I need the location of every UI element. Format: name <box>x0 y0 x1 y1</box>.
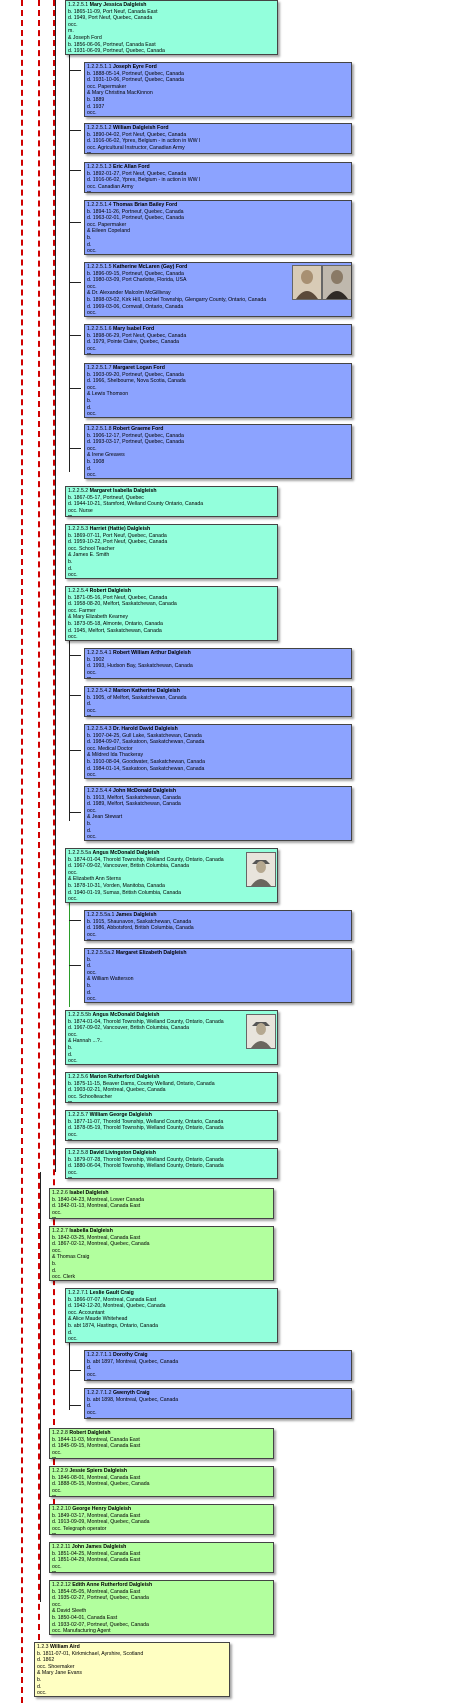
person-title: 1.2.2.5.3 Harriet (Hattie) Dalgleish <box>68 526 151 532</box>
person-line: b. abt 1898, Montreal, Quebec, Canada <box>87 1396 179 1403</box>
person-line: occ. Schoolteacher <box>68 1093 113 1100</box>
person-line: b. 1854-05-05, Montreal, Canada East <box>52 1588 141 1595</box>
person-line <box>87 714 349 717</box>
person-line: occ. Medical Doctor <box>87 745 133 752</box>
person-line: occ. School Teacher <box>68 545 115 552</box>
person-line: occ. <box>87 1409 97 1416</box>
person-line: occ. <box>68 1336 78 1343</box>
person-line: occ. Shoemaker <box>37 1663 75 1670</box>
connector-tick <box>69 695 81 696</box>
person-line: occ. Accountant <box>68 1309 105 1316</box>
person-line: & Elizabeth Ann Sterns <box>68 876 122 883</box>
person-line: b. 1910-08-04, Goodwater, Saskatchewan, Canada <box>87 758 205 765</box>
person-line: d. <box>87 1365 92 1372</box>
person-line: b. 1898-03-02, Kirk Hill, Lochiel Township, Glengarry County, Ontario, Canada <box>87 296 267 303</box>
person-line: & Joseph Ford <box>68 34 102 41</box>
person-line: occ. <box>52 1449 62 1456</box>
person-line: b. 1851-04-25, Montreal, Canada East <box>52 1550 141 1557</box>
person-title: 1.2.2.5.5a Angus McDonald Dalgleish <box>68 850 160 856</box>
connector-tick <box>69 448 81 449</box>
person-line: occ. <box>87 110 97 117</box>
person-line: d. 1851-04-29, Montreal, Canada East <box>52 1557 141 1564</box>
person-line: b. abt 1897, Montreal, Quebec, Canada <box>87 1358 179 1365</box>
person-card[interactable] <box>84 123 352 154</box>
person-card[interactable] <box>49 1542 274 1573</box>
person-line: d. 1916-06-02, Ypres, Belgium - in action in WW I <box>87 138 201 145</box>
person-line: b. 1890-04-02, Port Neuf, Quebec, Canada <box>87 131 187 138</box>
person-line <box>68 1176 275 1179</box>
person-line: b. 1903-09-20, Portneuf, Quebec, Canada <box>87 371 184 378</box>
person-line: b. 1867-05-17, Portneuf, Quebec <box>68 494 144 501</box>
person-line: d. 1933-02-07, Portneuf, Quebec, Canada <box>52 1621 149 1628</box>
person-line: occ. Farmer <box>68 607 96 614</box>
person-card[interactable] <box>65 1148 278 1179</box>
person-card[interactable] <box>49 1466 274 1497</box>
person-line: d. 1945, Melfort, Saskatchewan, Canada <box>68 627 162 634</box>
person-line: occ. <box>87 345 97 352</box>
connector-tick <box>69 282 81 283</box>
person-line: b. 1907-04-25, Gull Lake, Saskatchewan, Canada <box>87 732 202 739</box>
person-line: b. 1906-12-17, Portneuf, Quebec, Canada <box>87 432 184 439</box>
person-line: d. <box>37 1683 42 1690</box>
person-line: b. 1889 <box>87 96 105 103</box>
person-line: d. 1967-09-02, Vancouver, British Columbia, Canada <box>68 1025 190 1032</box>
person-line: d. 1842-01-13, Montreal, Canada East <box>52 1203 141 1210</box>
connector-tick <box>69 812 81 813</box>
person-line: b. 1842-03-25, Montreal, Canada East <box>52 1234 141 1241</box>
person-line: & Irene Greaves <box>87 452 125 459</box>
person-line: b. 1915, Shaunavon, Saskatchewan, Canada <box>87 918 192 925</box>
person-line: b. <box>87 982 92 989</box>
person-line: b. 1844-11-03, Montreal, Canada East <box>52 1436 140 1443</box>
person-line: d. 1969-03-06, Cornwall, Ontario, Canada <box>87 303 184 310</box>
person-line: occ. <box>68 1058 78 1065</box>
person-title: 1.2.2.5.4.3 Dr. Harold David Dalgleish <box>87 726 178 732</box>
person-line: occ. <box>68 1169 78 1176</box>
person-card[interactable] <box>65 1072 278 1103</box>
person-line: occ. <box>87 707 97 714</box>
person-title: 1.2.2.11 John James Dalgleish <box>52 1544 127 1550</box>
person-line: occ. Canadian Army <box>87 183 134 190</box>
person-title: 1.2.2.5.1.2 William Dalgleish Ford <box>87 125 169 131</box>
person-card[interactable] <box>49 1504 274 1535</box>
person-line: occ. <box>37 1690 47 1697</box>
person-line: d. 1867-02-12, Montreal, Quebec, Canada <box>52 1241 150 1248</box>
person-card[interactable] <box>84 363 352 418</box>
person-line: d. <box>87 241 92 248</box>
person-card[interactable] <box>49 1428 274 1459</box>
person-title: 1.2.2.7.1.2 Gwenyth Craig <box>87 1390 150 1396</box>
person-line: occ. <box>68 1031 78 1038</box>
person-line: d. 1993, Hudson Bay, Saskatchewan, Canada <box>87 663 193 670</box>
person-line <box>87 1378 349 1381</box>
person-line: b. 1874-01-04, Thorold Township, Welland County, Ontario, Canada <box>68 856 224 863</box>
person-line: d. 1888-05-15, Montreal, Quebec, Canada <box>52 1481 150 1488</box>
person-line: b. 1892-01-27, Port Neuf, Quebec, Canada <box>87 170 187 177</box>
person-title: 1.2.2.5.6 Marion Rutherford Dalgleish <box>68 1074 160 1080</box>
person-line: b. 1866-07-07, Montreal, Canada East <box>68 1296 157 1303</box>
person-line: & Thomas Craig <box>52 1254 90 1261</box>
person-title: 1.2.2.5.1.3 Eric Allan Ford <box>87 164 150 170</box>
person-line: d. <box>87 963 92 970</box>
person-line: & Mary Christina MacKinnon <box>87 90 153 97</box>
person-line: occ. <box>87 996 97 1003</box>
person-line: b. 1869-07-11, Port Neuf, Quebec, Canada <box>68 532 167 539</box>
person-line: d. 1878-05-19, Thorold Township, Welland County, Ontario, Canada <box>68 1125 224 1132</box>
person-line: d. 1944-10-21, Stamford, Welland County Ontario, Canada <box>68 501 204 508</box>
person-line: b. 1888-05-14, Portneuf, Quebec, Canada <box>87 70 184 77</box>
person-card[interactable] <box>34 1642 230 1697</box>
person-line: occ. <box>87 445 97 452</box>
person-title: 1.2.2.6 Isabel Dalgleish <box>52 1190 109 1196</box>
person-line: occ. Telegraph operator <box>52 1525 107 1532</box>
person-title: 1.2.2.10 George Henry Dalgleish <box>52 1506 132 1512</box>
person-line: occ. <box>87 384 97 391</box>
person-line: b. <box>68 558 73 565</box>
connector-tick <box>69 655 81 656</box>
person-line: b. 1856-06-06, Portneuf, Canada East <box>68 41 156 48</box>
person-line: b. <box>87 820 92 827</box>
connector-tick <box>69 920 81 921</box>
person-line: b. 1811-07-01, Kirkmichael, Ayrshire, Scotland <box>37 1650 144 1657</box>
person-title: 1.2.2.5.1 Mary Jessica Dalgleish <box>68 2 147 8</box>
person-line <box>87 190 349 193</box>
person-line: occ. Nurse <box>68 507 93 514</box>
connector-tick <box>69 965 81 966</box>
person-line <box>68 514 275 517</box>
person-title: 1.2.2.5.2 Margaret Isabella Dalgleish <box>68 488 157 494</box>
person-line: b. 1873-05-18, Almonte, Ontario, Canada <box>68 620 163 627</box>
person-line: b. <box>87 234 92 241</box>
person-line: b. <box>37 1676 42 1683</box>
connector-tick <box>69 750 81 751</box>
person-card[interactable] <box>65 586 278 641</box>
person-title: 1.2.2.5.4.4 John McDonald Dalgleish <box>87 788 177 794</box>
person-line: b. <box>87 397 92 404</box>
person-line <box>87 352 349 355</box>
person-line: d. 1949, Port Neuf, Quebec, Canada <box>68 15 153 22</box>
person-line: occ. <box>52 1563 62 1570</box>
person-line: & Lewis Thomson <box>87 391 129 398</box>
person-line: d. 1966, Shelbourne, Nova Scotia, Canada <box>87 378 186 385</box>
person-line: b. 1902 <box>87 656 105 663</box>
person-card[interactable] <box>84 62 352 117</box>
person-line: d. 1958-08-20, Melfort, Saskatchewan, Canada <box>68 601 177 608</box>
person-line: occ. <box>68 634 78 641</box>
person-line: occ. <box>68 21 78 28</box>
person-line: d. 1986, Abbotsford, British Columbia, Canada <box>87 925 194 932</box>
person-line: occ. <box>52 1487 62 1494</box>
person-line: d. 1959-10-22, Port Neuf, Quebec, Canada <box>68 539 168 546</box>
connector-tick <box>69 388 81 389</box>
person-line: b. 1905, of Melfort, Saskatchewan, Canada <box>87 694 187 701</box>
person-line: occ. <box>87 834 97 841</box>
person-line: d. <box>52 1267 57 1274</box>
person-line: occ. <box>68 1131 78 1138</box>
person-line: & William Watterson <box>87 976 134 983</box>
person-card[interactable] <box>65 486 278 517</box>
person-title: 1.2.2.5.1.8 Robert Graeme Ford <box>87 426 164 432</box>
portrait-photo <box>246 1014 276 1049</box>
person-line: d. 1979, Pointe Claire, Quebec, Canada <box>87 339 179 346</box>
person-line <box>87 151 349 154</box>
person-line: d. <box>87 1403 92 1410</box>
person-title: 1.2.2.5.4 Robert Dalgleish <box>68 588 131 594</box>
person-title: 1.2.2.5.5a.1 James Dalgleish <box>87 912 157 918</box>
person-title: 1.2.2.5.1.7 Margaret Logan Ford <box>87 365 165 371</box>
person-line: d. 1963-02-01, Portneuf, Quebec, Canada <box>87 215 184 222</box>
person-line: d. <box>87 989 92 996</box>
person-title: 1.2.2.5.8 David Livingston Dalgleish <box>68 1150 156 1156</box>
person-line: d. 1989, Melfort, Saskatchewan, Canada <box>87 801 181 808</box>
person-line: d. 1984-09-07, Saskatoon, Saskatchewan, Canada <box>87 739 205 746</box>
person-title: 1.2.2.7.1 Leslie Gault Craig <box>68 1290 134 1296</box>
connector-line <box>69 612 70 821</box>
person-line: b. 1894-11-26, Portneuf, Quebec, Canada <box>87 208 184 215</box>
person-card[interactable] <box>84 1350 352 1381</box>
person-line: occ. <box>87 1371 97 1378</box>
person-line <box>87 938 349 941</box>
person-line: b. 1874-01-04, Thorold Township, Welland County, Ontario, Canada <box>68 1018 224 1025</box>
person-line: d. <box>68 1051 73 1058</box>
person-line: d. 1931-06-09, Portneuf, Quebec, Canada <box>68 48 165 55</box>
person-card[interactable] <box>65 848 278 903</box>
person-line: & David Sleeth <box>52 1608 87 1615</box>
person-line: d. <box>87 827 92 834</box>
person-card[interactable] <box>49 1188 274 1219</box>
person-title: 1.2.2.5.1.1 Joseph Eyre Ford <box>87 64 157 70</box>
connector-tick <box>69 1405 81 1406</box>
person-title: 1.2.3 William Aird <box>37 1644 80 1650</box>
person-card[interactable] <box>84 324 352 355</box>
person-card[interactable] <box>84 724 352 779</box>
person-line: d. 1937 <box>87 103 105 110</box>
person-line: b. <box>52 1260 57 1267</box>
connector-tick <box>69 130 81 131</box>
person-line: & Mary Jane Evans <box>37 1670 82 1677</box>
person-card[interactable] <box>84 786 352 841</box>
portrait-photo <box>322 265 352 300</box>
person-line: occ. <box>87 931 97 938</box>
person-line: occ. <box>68 572 78 579</box>
person-line: b. abt 1874, Hastings, Ontario, Canada <box>68 1322 158 1329</box>
person-line <box>52 1532 271 1535</box>
person-card[interactable] <box>84 1388 352 1419</box>
person-line <box>87 1416 349 1419</box>
ancestor-line-1 <box>21 0 23 1703</box>
connector-tick <box>69 335 81 336</box>
person-line: occ. <box>87 310 97 317</box>
person-line: & Hannah ...?.. <box>68 1038 103 1045</box>
person-line: occ. <box>52 1601 62 1608</box>
person-line: occ. <box>87 411 97 418</box>
person-line: b. 1896-09-15, Portneuf, Quebec, Canada <box>87 270 184 277</box>
person-card[interactable] <box>65 1110 278 1141</box>
person-card[interactable] <box>84 200 352 255</box>
person-line: d. 1903-02-21, Montreal, Quebec, Canada <box>68 1087 166 1094</box>
person-line: & Alice Maude Whitehead <box>68 1316 128 1323</box>
person-line: occ. <box>52 1247 62 1254</box>
person-line: occ. Manufacturing Agent <box>52 1628 111 1635</box>
person-line: occ. <box>87 248 97 255</box>
person-line: d. 1942-12-20, Montreal, Quebec, Canada <box>68 1303 166 1310</box>
person-line: d. 1931-10-06, Portneuf, Quebec, Canada <box>87 77 184 84</box>
person-line <box>87 676 349 679</box>
person-line: b. 1875-11-15, Beaver Dams, County Welland, Ontario, Canada <box>68 1080 215 1087</box>
person-line: occ. <box>52 1209 62 1216</box>
person-line: occ. <box>87 772 97 779</box>
person-line: d. <box>68 1329 73 1336</box>
person-line: occ. <box>87 969 97 976</box>
person-line: b. 1877-11-07, Thorold Township, Welland County, Ontario, Canada <box>68 1118 224 1125</box>
person-line: occ. Papermaker <box>87 83 127 90</box>
person-card[interactable] <box>84 262 352 317</box>
connector-tick <box>69 70 81 71</box>
person-card[interactable] <box>84 948 352 1003</box>
person-line: b. 1878-10-31, Vorden, Manitoba, Canada <box>68 882 165 889</box>
person-line: occ. Agricultural Instructor, Canadian Army <box>87 144 185 151</box>
person-card[interactable] <box>65 524 278 579</box>
person-line: occ. <box>87 669 97 676</box>
person-title: 1.2.2.5.4.1 Robert William Arthur Dalgleish <box>87 650 191 656</box>
person-line: occ. <box>87 283 97 290</box>
person-line <box>52 1456 271 1459</box>
connector-line <box>55 0 56 1172</box>
person-card[interactable] <box>65 1010 278 1065</box>
portrait-photo <box>292 265 322 300</box>
person-line: d. <box>87 701 92 708</box>
connector-tick <box>69 222 81 223</box>
person-line: occ. <box>87 472 97 479</box>
person-line <box>52 1570 271 1573</box>
person-line: b. 1846-08-01, Montreal, Canada East <box>52 1474 141 1481</box>
person-line: d. <box>87 465 92 472</box>
person-line <box>68 1138 275 1141</box>
connector-line <box>69 25 70 472</box>
person-line <box>52 1216 271 1219</box>
person-title: 1.2.2.12 Edith Anne Rutherford Dalgleish <box>52 1582 153 1588</box>
person-line: m. <box>68 28 74 35</box>
person-line: & Dr. Alexander Malcolm McGillivray <box>87 290 171 297</box>
person-line: d. 1984-01-14, Saskatoon, Saskatchewan, Canada <box>87 765 205 772</box>
person-line: b. 1871-05-16, Port Neuf, Quebec, Canada <box>68 594 168 601</box>
person-line: d. 1993-03-17, Portneuf, Quebec, Canada <box>87 439 184 446</box>
person-card[interactable] <box>84 686 352 717</box>
person-card[interactable] <box>84 162 352 193</box>
person-line: b. 1908 <box>87 458 105 465</box>
person-title: 1.2.2.5.1.5 Katherine McLaren (Gay) Ford <box>87 264 188 270</box>
person-line: occ. <box>87 807 97 814</box>
person-card[interactable] <box>65 1288 278 1343</box>
person-line: b. 1840-04-23, Montreal, Lower Canada <box>52 1196 144 1203</box>
person-line: d. 1916-06-02, Ypres, Belgium - in action in WW I <box>87 177 201 184</box>
connector-tick <box>69 1370 81 1371</box>
person-title: 1.2.2.5.5a.2 Margaret Elizabeth Dalgleish <box>87 950 187 956</box>
person-line: d. 1940-01-19, Sumas, British Columbia, Canada <box>68 889 182 896</box>
person-line: d. 1935-02-27, Portneuf, Quebec, Canada <box>52 1595 149 1602</box>
person-line: b. <box>68 1044 73 1051</box>
person-line: b. 1865-11-09, Port Neuf, Canada East <box>68 8 158 15</box>
person-line: b. 1850-04-01, Canada East <box>52 1614 118 1621</box>
person-line: occ. Clerk <box>52 1274 76 1281</box>
person-line: occ. Papermaker <box>87 221 127 228</box>
person-title: 1.2.2.7 Isabella Dalgleish <box>52 1228 113 1234</box>
person-line: & James E. Smith <box>68 552 110 559</box>
person-line: d. 1862 <box>37 1657 55 1664</box>
person-line: d. 1913-09-09, Montreal, Quebec, Canada <box>52 1519 150 1526</box>
person-card[interactable] <box>49 1580 274 1635</box>
person-title: 1.2.2.5.7 William George Dalgleish <box>68 1112 152 1118</box>
person-line: d. <box>68 565 73 572</box>
person-line: d. <box>87 404 92 411</box>
person-line: b. <box>87 956 92 963</box>
person-line: d. 1967-09-02, Vancouver, British Columbia, Canada <box>68 863 190 870</box>
person-line <box>52 1494 271 1497</box>
person-card[interactable] <box>84 424 352 479</box>
person-line: & Eileen Copeland <box>87 228 130 235</box>
person-line: b. 1898-06-29, Port Neuf, Quebec, Canada <box>87 332 187 339</box>
person-line: d. 1880-06-04, Thorold Township, Welland County, Ontario, Canada <box>68 1163 224 1170</box>
portrait-photo <box>246 852 276 887</box>
person-card[interactable] <box>65 0 278 55</box>
person-card[interactable] <box>84 648 352 679</box>
person-line: & Jean Stewart <box>87 814 123 821</box>
person-title: 1.2.2.9 Jessie Spiers Dalgleish <box>52 1468 127 1474</box>
person-card[interactable] <box>84 910 352 941</box>
person-title: 1.2.2.5.1.4 Thomas Brian Bailey Ford <box>87 202 178 208</box>
person-line: d. 1980-03-09, Port Charlotte, Florida, USA <box>87 277 187 284</box>
person-line: b. 1849-03-17, Montreal, Canada East <box>52 1512 141 1519</box>
person-title: 1.2.2.5.4.2 Marion Katherine Dalgleish <box>87 688 180 694</box>
person-title: 1.2.2.7.1.1 Dorothy Craig <box>87 1352 148 1358</box>
connector-line <box>40 1172 41 1602</box>
person-line: b. 1913, Melfort, Saskatchewan, Canada <box>87 794 181 801</box>
person-line: occ. <box>68 896 78 903</box>
person-card[interactable] <box>49 1226 274 1281</box>
person-line: d. 1845-09-15, Montreal, Canada East <box>52 1443 141 1450</box>
person-title: 1.2.2.5.1.6 Mary Isabel Ford <box>87 326 155 332</box>
person-title: 1.2.2.8 Robert Dalgleish <box>52 1430 111 1436</box>
person-line <box>68 1100 275 1103</box>
person-line: & Mary Elizabeth Kearney <box>68 614 128 621</box>
person-line: occ. <box>68 869 78 876</box>
connector-tick <box>69 170 81 171</box>
person-line: & Mildred Ida Thackeray <box>87 752 144 759</box>
person-line: b. 1879-07-28, Thorold Township, Welland County, Ontario, Canada <box>68 1156 224 1163</box>
person-title: 1.2.2.5.5b Angus McDonald Dalgleish <box>68 1012 160 1018</box>
